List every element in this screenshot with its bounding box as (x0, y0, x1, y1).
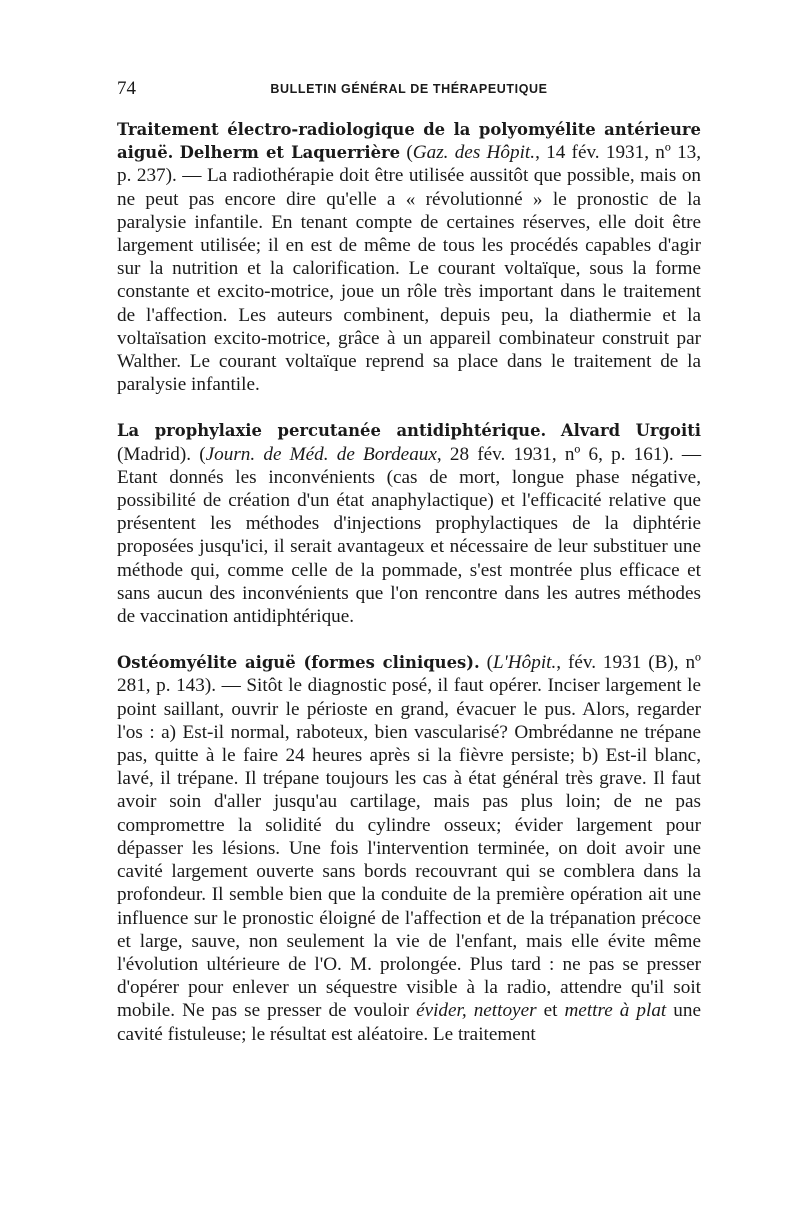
article-polyomyelite (117, 118, 701, 396)
article-reference: , fév. 1931 (B), nº 281, p. 143). (117, 652, 702, 697)
article-osteomyelite (117, 651, 701, 1045)
page-number: 74 (117, 78, 136, 99)
article-title: Ostéomyélite aiguë (formes cliniques). (117, 653, 480, 673)
article-reference-open: ( (479, 652, 493, 674)
article-reference-open: ( (400, 142, 413, 164)
article-journal: Journ. de Méd. de Bordeaux (205, 443, 437, 465)
article-reference-open: (Madrid). ( (117, 443, 206, 465)
page-header (117, 78, 701, 102)
article-prophylaxie (117, 419, 701, 628)
article-text-join: et (536, 1000, 565, 1022)
running-title: BULLETIN GÉNÉRAL DE THÉRAPEUTIQUE (270, 82, 548, 96)
article-text: — La radiothérapie doit être utilisée aussitôt que possible, mais on ne peut pas encore dire qu'elle a « révolutionné » le pronostic de la paralysie infantile. En tenant compte de certaines réserves, elle doit être largement utilisée; il en est de même de tous les procédés capables d'agir sur la nutrition et la calorification. Le courant voltaïque, sous la forme constante et excito-motrice, joue un rôle très important dans le traitement de l'affection. Les auteurs combinent, depuis peu, la diathermie et la voltaïsation excito-motrice, grâce à un appareil combinateur construit par Walther. Le courant voltaïque reprend sa place dans le traitement de la paralysie infantile. (117, 165, 702, 396)
article-emphasis-2: mettre à plat (564, 1000, 667, 1022)
article-authors: Alvard Urgoiti (560, 421, 701, 441)
article-journal: L'Hôpit. (493, 652, 557, 674)
article-list (117, 118, 701, 1046)
article-journal: Gaz. des Hôpit. (412, 142, 536, 164)
article-title: Traitement électro-radiologique de la polyomyélite antérieure aiguë. (117, 120, 701, 163)
article-reference: , 14 fév. 1931, nº 13, p. 237). (117, 142, 702, 187)
article-reference: , 28 fév. 1931, nº 6, p. 161). (436, 443, 674, 465)
article-emphasis: évider, nettoyer (416, 1000, 537, 1022)
article-text-end: une cavité fistuleuse; le résultat est aléatoire. Le traitement (117, 1000, 701, 1045)
article-authors: Delherm et Laquerrière (179, 143, 401, 163)
article-title: La prophylaxie percutanée antidiphtérique. (117, 421, 547, 441)
article-text: — Etant donnés les inconvénients (cas de mort, longue phase négative, possibilité de création d'un état anaphylactique) et l'efficacité relative que présentent les méthodes d'injections prophylactiques de la diphtérie proposées jusqu'ici, il serait avantageux et nécessaire de leur substituer une méthode qui, comme celle de la pommade, s'est montrée plus efficace et sans aucun des inconvénients que l'on rencontre dans les autres méthodes de vaccination antidiphtérique. (117, 443, 702, 628)
article-text: — Sitôt le diagnostic posé, il faut opérer. Inciser largement le point saillant, ouvrir le périoste en grand, évacuer le pus. Alors, regarder l'os : a) Est-il normal, raboteux, bien vascularisé? Ombrédanne ne trépane pas, quitte à le faire 24 heures après si la fièvre persiste; b) Est-il blanc, lavé, il trépane. Il trépane toujours les cas à état général très grave. Il faut avoir soin d'aller jusqu'au cartilage, mais pas plus loin; de ne pas compromettre la solidité du cylindre osseux; évider largement pour dépasser les lésions. Une fois l'intervention terminée, on doit avoir une cavité largement ouverte sans bords recouvrant qui se comblera dans la profondeur. Il semble bien que la conduite de la première opération ait une influence sur le pronostic éloigné de l'affection et de la trépanation précoce et large, sauve, non seulement la vie de l'enfant, mais elle évite même l'évolution ultérieure de l'O. M. prolongée. Plus tard : ne pas se presser d'opérer pour enlever un séquestre visible à la radio, attendre qu'il soit mobile. Ne pas se presser de vouloir (117, 675, 701, 1022)
